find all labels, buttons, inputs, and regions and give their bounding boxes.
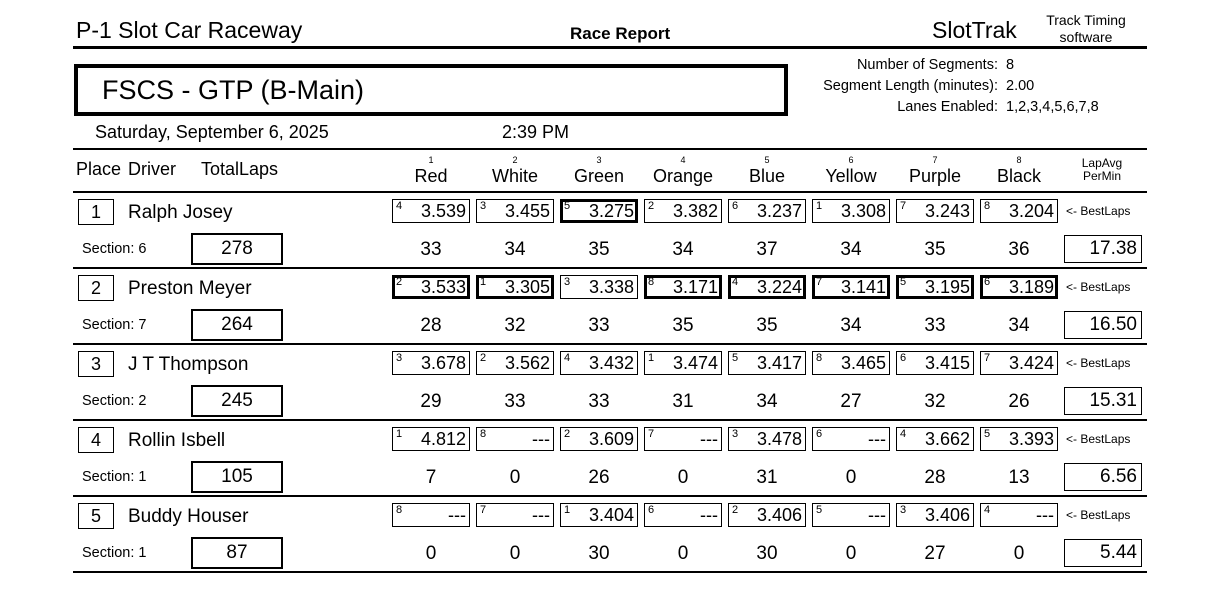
info-label: Segment Length (minutes): bbox=[823, 78, 998, 94]
best-lap-cell bbox=[728, 427, 806, 451]
best-lap-time: 3.406 bbox=[924, 505, 970, 525]
best-lap-time: 3.224 bbox=[756, 277, 802, 297]
best-lap-time: 3.406 bbox=[756, 505, 802, 525]
best-lap-cell bbox=[728, 275, 806, 299]
driver-name: Preston Meyer bbox=[128, 278, 252, 299]
lane-number: 6 bbox=[848, 155, 854, 165]
best-lap-cell bbox=[644, 427, 722, 451]
lane-number: 8 bbox=[1016, 155, 1022, 165]
lane-lap-count: 30 bbox=[588, 543, 610, 564]
lane-lap-count: 28 bbox=[924, 467, 946, 488]
best-lap-segment: 6 bbox=[732, 200, 739, 212]
place-number: 1 bbox=[78, 199, 114, 225]
best-lap-segment: 8 bbox=[648, 276, 655, 288]
lane-header-white bbox=[473, 156, 557, 187]
lane-header-orange bbox=[641, 156, 725, 187]
best-lap-segment: 3 bbox=[732, 428, 739, 440]
best-lap-time: 3.478 bbox=[756, 429, 802, 449]
lane-lap-count: 34 bbox=[840, 239, 862, 260]
lane-color: Purple bbox=[908, 166, 962, 186]
row-divider bbox=[73, 571, 1147, 573]
best-lap-time: 3.609 bbox=[588, 429, 634, 449]
best-lap-time: 3.308 bbox=[840, 201, 886, 221]
lane-lap-count: 35 bbox=[756, 315, 778, 336]
best-lap-cell bbox=[896, 427, 974, 451]
best-lap-time: 3.338 bbox=[588, 277, 634, 297]
best-lap-cell bbox=[644, 503, 722, 527]
lane-color: Orange bbox=[652, 166, 714, 186]
lane-lap-count: 36 bbox=[1008, 239, 1030, 260]
lap-avg-value: 5.44 bbox=[1100, 542, 1137, 563]
row-divider bbox=[73, 267, 1147, 269]
lane-lap-count: 0 bbox=[677, 543, 689, 564]
race-name-box bbox=[74, 64, 788, 116]
lane-color: Yellow bbox=[825, 166, 877, 186]
brand-subtitle-line-2: software bbox=[1059, 29, 1113, 45]
report-title: Race Report bbox=[570, 24, 671, 43]
total-laps: 105 bbox=[191, 461, 283, 493]
place-number: 2 bbox=[78, 275, 114, 301]
best-lap-cell bbox=[980, 275, 1058, 299]
column-header-bottom-rule bbox=[73, 191, 1147, 193]
lane-header-purple bbox=[893, 156, 977, 187]
header-rule bbox=[73, 46, 1147, 49]
best-lap-segment: 2 bbox=[396, 276, 403, 288]
section-label: Section: 7 bbox=[82, 317, 147, 333]
best-lap-time: --- bbox=[868, 505, 886, 525]
best-lap-cell bbox=[896, 351, 974, 375]
best-lap-cell bbox=[728, 199, 806, 223]
best-lap-segment: 4 bbox=[564, 352, 571, 364]
lane-header-yellow bbox=[809, 156, 893, 187]
best-lap-time: 3.275 bbox=[588, 201, 634, 221]
info-label: Lanes Enabled: bbox=[897, 99, 998, 115]
best-lap-cell bbox=[980, 427, 1058, 451]
place-number: 3 bbox=[78, 351, 114, 377]
best-lap-cell bbox=[476, 199, 554, 223]
best-lap-time: 3.382 bbox=[672, 201, 718, 221]
best-lap-cell bbox=[812, 275, 890, 299]
lane-lap-count: 0 bbox=[677, 467, 689, 488]
section-label: Section: 6 bbox=[82, 241, 147, 257]
lane-color: Green bbox=[573, 166, 625, 186]
best-lap-time: 3.455 bbox=[504, 201, 550, 221]
best-lap-segment: 2 bbox=[732, 504, 739, 516]
place-number: 5 bbox=[78, 503, 114, 529]
best-lap-time: 3.415 bbox=[924, 353, 970, 373]
best-lap-cell bbox=[644, 351, 722, 375]
lane-lap-count: 33 bbox=[588, 391, 610, 412]
best-lap-segment: 3 bbox=[564, 276, 571, 288]
best-lap-segment: 5 bbox=[564, 200, 571, 212]
lane-number: 2 bbox=[512, 155, 518, 165]
lane-lap-count: 33 bbox=[924, 315, 946, 336]
lane-lap-count: 28 bbox=[420, 315, 442, 336]
best-lap-segment: 7 bbox=[816, 276, 823, 288]
lap-avg-value: 16.50 bbox=[1089, 314, 1137, 335]
lap-avg-value: 15.31 bbox=[1089, 390, 1137, 411]
best-lap-time: 3.465 bbox=[840, 353, 886, 373]
best-lap-cell bbox=[560, 351, 638, 375]
col-lap-avg bbox=[1064, 157, 1140, 183]
lane-lap-count: 0 bbox=[1013, 543, 1025, 564]
best-lap-cell bbox=[392, 275, 470, 299]
best-lap-segment: 4 bbox=[984, 504, 991, 516]
lane-lap-count: 34 bbox=[504, 239, 526, 260]
best-lap-time: 3.417 bbox=[756, 353, 802, 373]
best-lap-segment: 2 bbox=[564, 428, 571, 440]
best-lap-cell bbox=[812, 199, 890, 223]
best-lap-time: 3.195 bbox=[924, 277, 970, 297]
brand-subtitle-line-1: Track Timing bbox=[1046, 12, 1126, 28]
lane-lap-count: 0 bbox=[845, 543, 857, 564]
col-driver: Driver bbox=[128, 159, 176, 179]
best-lap-segment: 7 bbox=[648, 428, 655, 440]
best-lap-segment: 4 bbox=[396, 200, 403, 212]
best-lap-time: --- bbox=[532, 505, 550, 525]
best-lap-cell bbox=[392, 351, 470, 375]
col-place: Place bbox=[76, 159, 122, 179]
lap-avg-per-min bbox=[1064, 235, 1142, 263]
best-laps-label: <- BestLaps bbox=[1066, 280, 1131, 294]
best-lap-segment: 8 bbox=[396, 504, 403, 516]
best-lap-cell bbox=[980, 351, 1058, 375]
best-laps-label: <- BestLaps bbox=[1066, 508, 1131, 522]
lap-avg-per-min bbox=[1064, 387, 1142, 415]
best-lap-segment: 2 bbox=[648, 200, 655, 212]
best-lap-time: --- bbox=[448, 505, 466, 525]
best-lap-segment: 6 bbox=[900, 352, 907, 364]
race-time: 2:39 PM bbox=[502, 122, 570, 142]
best-lap-segment: 7 bbox=[900, 200, 907, 212]
best-lap-cell bbox=[560, 503, 638, 527]
col-lap-avg-line-1: LapAvg bbox=[1081, 156, 1123, 170]
best-lap-time: 3.171 bbox=[672, 277, 718, 297]
lap-avg-per-min bbox=[1064, 311, 1142, 339]
lane-lap-count: 30 bbox=[756, 543, 778, 564]
best-lap-time: 3.189 bbox=[1008, 277, 1054, 297]
lane-lap-count: 32 bbox=[504, 315, 526, 336]
best-lap-segment: 5 bbox=[900, 276, 907, 288]
best-lap-cell bbox=[560, 275, 638, 299]
lane-number: 5 bbox=[764, 155, 770, 165]
best-lap-cell bbox=[476, 503, 554, 527]
best-lap-cell bbox=[728, 503, 806, 527]
lane-lap-count: 34 bbox=[1008, 315, 1030, 336]
info-value: 1,2,3,4,5,6,7,8 bbox=[1006, 99, 1099, 115]
lane-lap-count: 29 bbox=[420, 391, 442, 412]
best-lap-cell bbox=[728, 351, 806, 375]
col-total-laps: TotalLaps bbox=[201, 159, 279, 179]
best-lap-segment: 8 bbox=[984, 200, 991, 212]
lane-header-green bbox=[557, 156, 641, 187]
lane-lap-count: 37 bbox=[756, 239, 778, 260]
row-divider bbox=[73, 419, 1147, 421]
lane-lap-count: 31 bbox=[672, 391, 694, 412]
race-date: Saturday, September 6, 2025 bbox=[95, 122, 329, 142]
best-lap-segment: 6 bbox=[984, 276, 991, 288]
brand-subtitle bbox=[1034, 12, 1138, 46]
driver-name: Buddy Houser bbox=[128, 506, 249, 527]
best-lap-cell bbox=[644, 199, 722, 223]
lane-header-red bbox=[389, 156, 473, 187]
total-laps: 278 bbox=[191, 233, 283, 265]
lane-lap-count: 33 bbox=[588, 315, 610, 336]
lane-lap-count: 34 bbox=[756, 391, 778, 412]
best-lap-segment: 1 bbox=[564, 504, 571, 516]
lane-number: 3 bbox=[596, 155, 602, 165]
best-lap-time: 3.539 bbox=[420, 201, 466, 221]
column-header-top-rule bbox=[73, 148, 1147, 150]
best-lap-segment: 6 bbox=[648, 504, 655, 516]
best-lap-time: 3.662 bbox=[924, 429, 970, 449]
best-lap-time: --- bbox=[700, 505, 718, 525]
lane-lap-count: 0 bbox=[425, 543, 437, 564]
best-lap-segment: 3 bbox=[396, 352, 403, 364]
best-lap-cell bbox=[896, 199, 974, 223]
best-lap-segment: 5 bbox=[816, 504, 823, 516]
section-label: Section: 2 bbox=[82, 393, 147, 409]
best-lap-time: 3.141 bbox=[840, 277, 886, 297]
lap-avg-per-min bbox=[1064, 539, 1142, 567]
best-lap-cell bbox=[560, 427, 638, 451]
best-lap-cell bbox=[560, 199, 638, 223]
lane-lap-count: 27 bbox=[840, 391, 862, 412]
best-lap-time: 3.678 bbox=[420, 353, 466, 373]
best-laps-label: <- BestLaps bbox=[1066, 204, 1131, 218]
best-lap-cell bbox=[812, 351, 890, 375]
race-name: FSCS - GTP (B-Main) bbox=[102, 75, 365, 105]
lane-color: Blue bbox=[748, 166, 786, 186]
best-lap-segment: 7 bbox=[480, 504, 487, 516]
best-lap-segment: 5 bbox=[732, 352, 739, 364]
place-number: 4 bbox=[78, 427, 114, 453]
section-label: Section: 1 bbox=[82, 469, 147, 485]
best-lap-cell bbox=[812, 427, 890, 451]
best-lap-time: --- bbox=[1036, 505, 1054, 525]
info-lanes-enabled bbox=[760, 97, 1200, 117]
best-lap-segment: 3 bbox=[480, 200, 487, 212]
lane-lap-count: 0 bbox=[509, 543, 521, 564]
section-label: Section: 1 bbox=[82, 545, 147, 561]
lane-header-blue bbox=[725, 156, 809, 187]
best-lap-time: --- bbox=[532, 429, 550, 449]
col-lap-avg-line-2: PerMin bbox=[1082, 169, 1121, 183]
lane-lap-count: 0 bbox=[845, 467, 857, 488]
best-lap-time: 3.533 bbox=[420, 277, 466, 297]
best-lap-segment: 6 bbox=[816, 428, 823, 440]
lane-lap-count: 13 bbox=[1008, 467, 1030, 488]
best-lap-cell bbox=[644, 275, 722, 299]
best-lap-cell bbox=[392, 427, 470, 451]
total-laps: 264 bbox=[191, 309, 283, 341]
lap-avg-value: 17.38 bbox=[1089, 238, 1137, 259]
best-lap-time: 3.204 bbox=[1008, 201, 1054, 221]
best-lap-time: 3.305 bbox=[504, 277, 550, 297]
total-laps: 245 bbox=[191, 385, 283, 417]
best-lap-time: 3.432 bbox=[588, 353, 634, 373]
best-lap-cell bbox=[392, 503, 470, 527]
best-lap-time: 3.243 bbox=[924, 201, 970, 221]
best-lap-time: 3.237 bbox=[756, 201, 802, 221]
best-lap-cell bbox=[476, 427, 554, 451]
best-lap-cell bbox=[980, 503, 1058, 527]
lane-lap-count: 32 bbox=[924, 391, 946, 412]
best-lap-segment: 7 bbox=[984, 352, 991, 364]
best-lap-segment: 1 bbox=[396, 428, 403, 440]
lane-color: Black bbox=[996, 166, 1041, 186]
driver-name: Ralph Josey bbox=[128, 202, 233, 223]
best-lap-cell bbox=[392, 199, 470, 223]
best-lap-time: 3.474 bbox=[672, 353, 718, 373]
lane-lap-count: 31 bbox=[756, 467, 778, 488]
best-lap-segment: 5 bbox=[984, 428, 991, 440]
total-laps: 87 bbox=[191, 537, 283, 569]
lane-lap-count: 26 bbox=[588, 467, 610, 488]
best-lap-segment: 2 bbox=[480, 352, 487, 364]
lap-avg-per-min bbox=[1064, 463, 1142, 491]
lane-lap-count: 33 bbox=[420, 239, 442, 260]
lane-number: 1 bbox=[428, 155, 434, 165]
lane-color: Red bbox=[414, 166, 448, 186]
row-divider bbox=[73, 495, 1147, 497]
lane-lap-count: 34 bbox=[672, 239, 694, 260]
best-lap-segment: 3 bbox=[900, 504, 907, 516]
lane-number: 4 bbox=[680, 155, 686, 165]
lane-header-black bbox=[977, 156, 1061, 187]
best-lap-segment: 1 bbox=[648, 352, 655, 364]
best-lap-cell bbox=[896, 503, 974, 527]
best-lap-time: 3.393 bbox=[1008, 429, 1054, 449]
info-value: 2.00 bbox=[1006, 78, 1035, 94]
info-segments bbox=[760, 55, 1200, 75]
info-label: Number of Segments: bbox=[856, 57, 998, 73]
lane-lap-count: 35 bbox=[924, 239, 946, 260]
best-lap-segment: 4 bbox=[732, 276, 739, 288]
info-value: 8 bbox=[1006, 57, 1015, 73]
best-lap-cell bbox=[980, 199, 1058, 223]
driver-name: J T Thompson bbox=[128, 354, 249, 375]
info-segment-length bbox=[760, 76, 1200, 96]
lane-number: 7 bbox=[932, 155, 938, 165]
lane-lap-count: 27 bbox=[924, 543, 946, 564]
lane-lap-count: 35 bbox=[588, 239, 610, 260]
best-lap-cell bbox=[476, 275, 554, 299]
driver-name: Rollin Isbell bbox=[128, 430, 226, 451]
best-laps-label: <- BestLaps bbox=[1066, 356, 1131, 370]
lane-lap-count: 33 bbox=[504, 391, 526, 412]
lane-lap-count: 0 bbox=[509, 467, 521, 488]
best-lap-segment: 4 bbox=[900, 428, 907, 440]
best-lap-cell bbox=[476, 351, 554, 375]
best-lap-segment: 1 bbox=[480, 276, 487, 288]
lane-lap-count: 7 bbox=[425, 467, 437, 488]
lane-lap-count: 26 bbox=[1008, 391, 1030, 412]
best-lap-time: --- bbox=[700, 429, 718, 449]
best-lap-cell bbox=[812, 503, 890, 527]
best-lap-segment: 1 bbox=[816, 200, 823, 212]
best-lap-cell bbox=[896, 275, 974, 299]
lane-color: White bbox=[491, 166, 538, 186]
row-divider bbox=[73, 343, 1147, 345]
best-lap-time: 3.562 bbox=[504, 353, 550, 373]
lane-lap-count: 34 bbox=[840, 315, 862, 336]
best-laps-label: <- BestLaps bbox=[1066, 432, 1131, 446]
best-lap-time: --- bbox=[868, 429, 886, 449]
best-lap-segment: 8 bbox=[816, 352, 823, 364]
best-lap-segment: 8 bbox=[480, 428, 487, 440]
best-lap-time: 3.424 bbox=[1008, 353, 1054, 373]
lane-lap-count: 35 bbox=[672, 315, 694, 336]
track-name: P-1 Slot Car Raceway bbox=[76, 17, 303, 43]
brand-name: SlotTrak bbox=[932, 17, 1017, 43]
best-lap-time: 4.812 bbox=[420, 429, 466, 449]
best-lap-time: 3.404 bbox=[588, 505, 634, 525]
lap-avg-value: 6.56 bbox=[1100, 466, 1137, 487]
